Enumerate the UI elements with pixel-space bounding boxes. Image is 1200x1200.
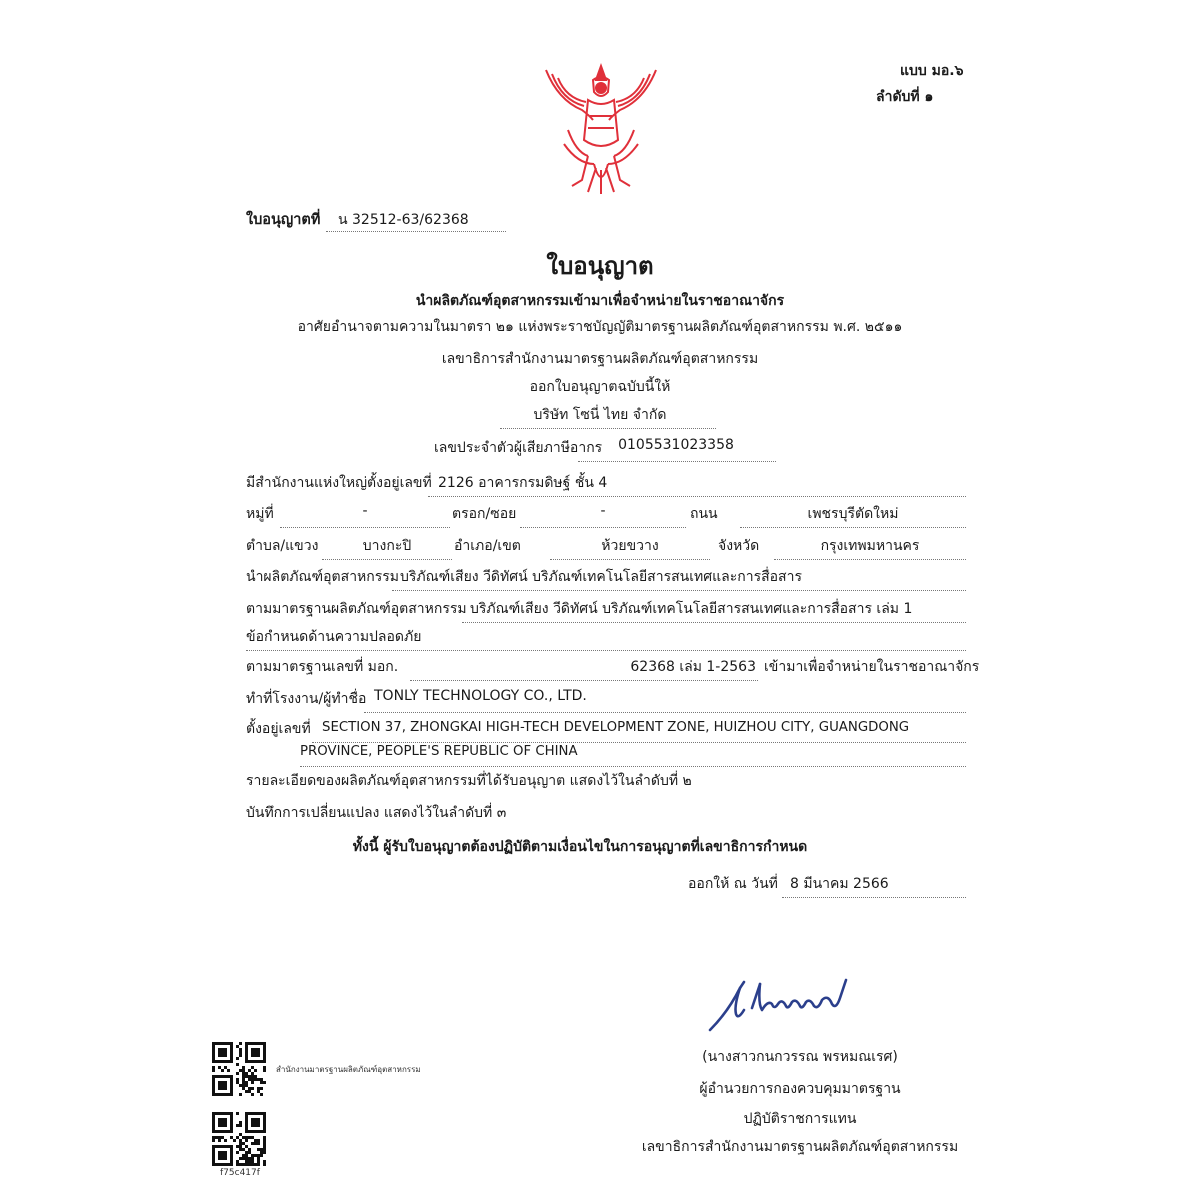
standard-value: บริภัณฑ์เสียง วีดิทัศน์ บริภัณฑ์เทคโนโลยีสารสนเทศและการสื่อสาร เล่ม 1 bbox=[470, 601, 913, 617]
hq-line bbox=[428, 496, 966, 497]
qr-code-verify bbox=[212, 1112, 266, 1166]
license-number-line bbox=[326, 231, 506, 232]
moo-value: - bbox=[362, 503, 368, 519]
standard-label: ตามมาตรฐานผลิตภัณฑ์อุตสาหกรรม bbox=[246, 601, 467, 617]
license-number-value: น 32512-63/62368 bbox=[338, 212, 469, 228]
moo-line bbox=[280, 527, 450, 528]
subdistrict-label: ตำบล/แขวง bbox=[246, 538, 319, 554]
details-note: รายละเอียดของผลิตภัณฑ์อุตสาหกรรมที่ได้รับอนุญาต แสดงไว้ในลำดับที่ ๒ bbox=[246, 773, 692, 789]
form-order: ลำดับที่ ๑ bbox=[876, 89, 934, 105]
signatory-title: ผู้อำนวยการกองควบคุมมาตรฐาน bbox=[699, 1081, 901, 1097]
road-value: เพชรบุรีตัดใหม่ bbox=[807, 506, 899, 522]
std-no-suffix: เข้ามาเพื่อจำหน่ายในราชอาณาจักร bbox=[764, 659, 980, 675]
location-label: ตั้งอยู่เลขที่ bbox=[246, 721, 311, 737]
standard-line-2 bbox=[246, 650, 966, 651]
location-line-1 bbox=[312, 742, 966, 743]
district-label: อำเภอ/เขต bbox=[454, 538, 521, 554]
signatory-name: (นางสาวกนกวรรณ พรหมณเรศ) bbox=[702, 1049, 898, 1065]
standard-line bbox=[462, 622, 966, 623]
document-title: ใบอนุญาต bbox=[546, 252, 654, 280]
conditions-note: ทั้งนี้ ผู้รับใบอนุญาตต้องปฏิบัติตามเงื่อนไขในการอนุญาตที่เลขาธิการกำหนด bbox=[352, 839, 808, 855]
std-no-line bbox=[410, 680, 758, 681]
factory-label: ทำที่โรงงาน/ผู้ทำชื่อ bbox=[246, 691, 367, 707]
soi-label: ตรอก/ซอย bbox=[452, 506, 517, 522]
location-line-2 bbox=[300, 766, 966, 767]
tax-id-value: 0105531023358 bbox=[618, 437, 734, 453]
signatory-position: เลขาธิการสำนักงานมาตรฐานผลิตภัณฑ์อุตสาหกรรม bbox=[641, 1139, 959, 1155]
issue-to: ออกใบอนุญาตฉบับนี้ให้ bbox=[529, 379, 671, 395]
company-line bbox=[500, 428, 716, 429]
tax-id-line bbox=[578, 461, 776, 462]
signature bbox=[700, 974, 870, 1038]
location-value-1: SECTION 37, ZHONGKAI HIGH-TECH DEVELOPMENT ZONE, HUIZHOU CITY, GUANGDONG bbox=[322, 720, 910, 735]
license-number-label: ใบอนุญาตที่ bbox=[246, 212, 321, 228]
signatory-acting: ปฏิบัติราชการแทน bbox=[743, 1111, 857, 1127]
factory-line bbox=[364, 712, 966, 713]
soi-line bbox=[520, 527, 686, 528]
qr-code-agency bbox=[212, 1042, 266, 1096]
province-line bbox=[774, 559, 966, 560]
issue-date-label: ออกให้ ณ วันที่ bbox=[688, 876, 778, 892]
document-subtitle: นำผลิตภัณฑ์อุตสาหกรรมเข้ามาเพื่อจำหน่ายในราชอาณาจักร bbox=[415, 293, 785, 309]
road-line bbox=[740, 527, 966, 528]
footer-agency: สำนักงานมาตรฐานผลิตภัณฑ์อุตสาหกรรม bbox=[276, 1065, 421, 1074]
subdistrict-line bbox=[322, 559, 452, 560]
import-value: บริภัณฑ์เสียง วีดิทัศน์ บริภัณฑ์เทคโนโลยีสารสนเทศและการสื่อสาร bbox=[400, 569, 802, 585]
tax-id-label: เลขประจำตัวผู้เสียภาษีอากร bbox=[434, 440, 603, 456]
form-code: แบบ มอ.๖ bbox=[900, 63, 964, 79]
moo-label: หมู่ที่ bbox=[246, 506, 274, 522]
province-value: กรุงเทพมหานคร bbox=[820, 538, 920, 554]
district-line bbox=[550, 559, 710, 560]
std-no-value: 62368 เล่ม 1-2563 bbox=[630, 659, 756, 675]
import-line bbox=[392, 590, 966, 591]
road-label: ถนน bbox=[690, 506, 718, 522]
company-name: บริษัท โซนี่ ไทย จำกัด bbox=[533, 407, 667, 423]
location-value-2: PROVINCE, PEOPLE'S REPUBLIC OF CHINA bbox=[300, 744, 578, 759]
changes-note: บันทึกการเปลี่ยนแปลง แสดงไว้ในลำดับที่ ๓ bbox=[246, 805, 507, 821]
hq-label: มีสำนักงานแห่งใหญ่ตั้งอยู่เลขที่ bbox=[246, 475, 432, 491]
authority-line: อาศัยอำนาจตามความในมาตรา ๒๑ แห่งพระราชบัญญัติมาตรฐานผลิตภัณฑ์อุตสาหกรรม พ.ศ. ๒๕๑๑ bbox=[297, 319, 903, 335]
subdistrict-value: บางกะปิ bbox=[362, 538, 412, 554]
issue-date-value: 8 มีนาคม 2566 bbox=[790, 876, 889, 892]
std-no-label: ตามมาตรฐานเลขที่ มอก. bbox=[246, 659, 399, 675]
issue-date-line bbox=[782, 897, 966, 898]
district-value: ห้วยขวาง bbox=[601, 538, 659, 554]
hq-value: 2126 อาคารกรมดิษฐ์ ชั้น 4 bbox=[438, 475, 608, 491]
province-label: จังหวัด bbox=[718, 538, 760, 554]
garuda-emblem bbox=[538, 60, 664, 198]
secretary-line: เลขาธิการสำนักงานมาตรฐานผลิตภัณฑ์อุตสาหกรรม bbox=[441, 351, 759, 367]
factory-value: TONLY TECHNOLOGY CO., LTD. bbox=[374, 688, 587, 704]
qr-code-id: f75c417f bbox=[220, 1168, 260, 1178]
import-label: นำผลิตภัณฑ์อุตสาหกรรม bbox=[246, 569, 400, 585]
standard-value-2: ข้อกำหนดด้านความปลอดภัย bbox=[246, 629, 422, 645]
soi-value: - bbox=[600, 503, 606, 519]
